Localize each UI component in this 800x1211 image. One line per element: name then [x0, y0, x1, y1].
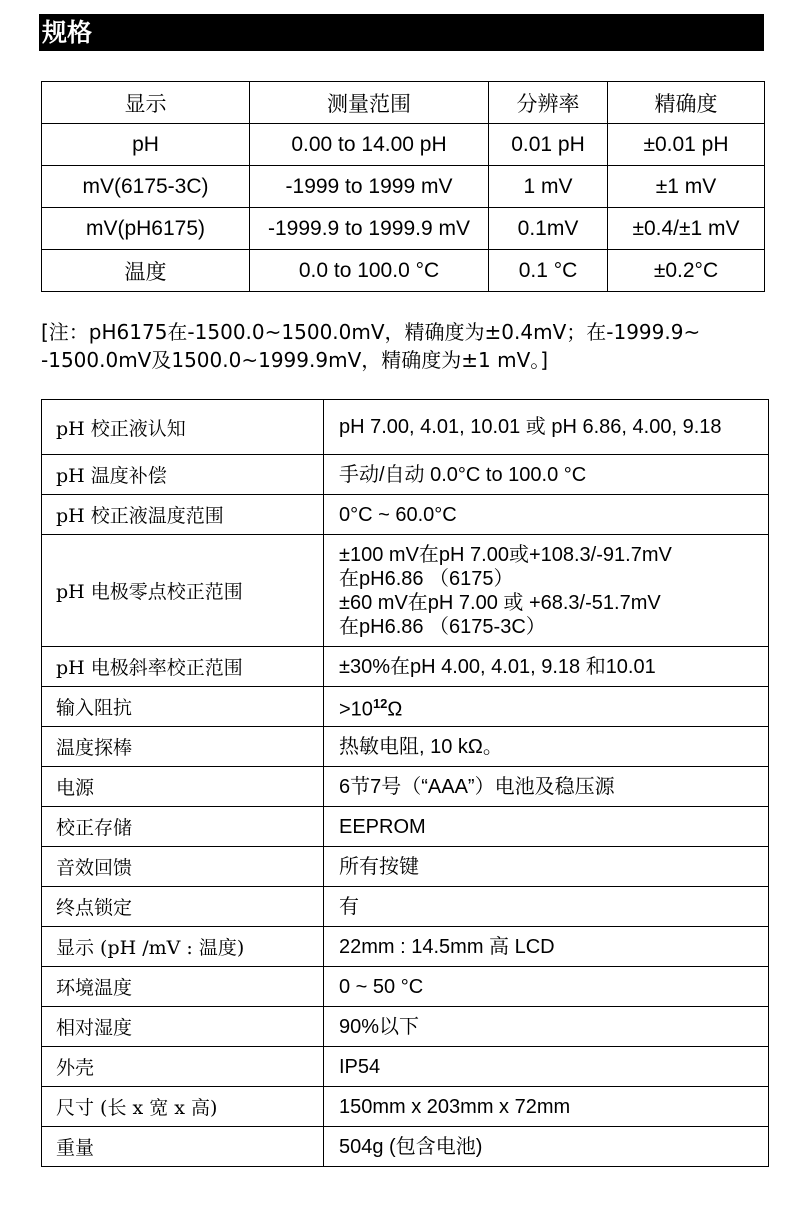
detail-key: pH 温度补偿	[42, 455, 324, 495]
detail-value: 所有按键	[324, 847, 769, 887]
detail-key: 输入阻抗	[42, 687, 324, 727]
detail-value: 有	[324, 887, 769, 927]
header-accuracy: 精确度	[608, 82, 765, 124]
section-title: 规格	[39, 14, 764, 51]
header-resolution: 分辨率	[489, 82, 608, 124]
detail-row	[42, 807, 769, 847]
spec-cell: ±0.4/±1 mV	[608, 208, 765, 250]
detail-row	[42, 455, 769, 495]
detail-row	[42, 1127, 769, 1167]
spec-cell: mV(6175-3C)	[42, 166, 250, 208]
detail-value: 0 ~ 50 °C	[324, 967, 769, 1007]
detail-key: pH 电极零点校正范围	[42, 535, 324, 647]
spec-cell: ±1 mV	[608, 166, 765, 208]
detail-value	[324, 535, 769, 647]
value-line: ±60 mV在pH 7.00 或 +68.3/-51.7mV	[339, 591, 661, 614]
spec-cell: 温度	[42, 250, 250, 292]
spec-cell: mV(pH6175)	[42, 208, 250, 250]
detail-value: 热敏电阻, 10 kΩ。	[324, 727, 769, 767]
spec-cell: 0.0 to 100.0 °C	[250, 250, 489, 292]
detail-key: 尺寸 (长 x 宽 x 高)	[42, 1087, 324, 1127]
note-line: -1500.0mV及1500.0~1999.9mV，精确度为±1 mV。]	[41, 348, 549, 372]
detail-row	[42, 535, 769, 647]
detail-key: 终点锁定	[42, 887, 324, 927]
detail-value: EEPROM	[324, 807, 769, 847]
impedance-base: >10	[339, 698, 373, 721]
detail-value: 22mm : 14.5mm 高 LCD	[324, 927, 769, 967]
detail-key: 音效回馈	[42, 847, 324, 887]
spec-row	[42, 208, 765, 250]
detail-row	[42, 727, 769, 767]
spec-header-row	[42, 82, 765, 124]
detail-key: 外壳	[42, 1047, 324, 1087]
detail-row	[42, 1087, 769, 1127]
detail-value: 504g (包含电池)	[324, 1127, 769, 1167]
spec-cell: 0.01 pH	[489, 124, 608, 166]
detail-key: 相对湿度	[42, 1007, 324, 1047]
detail-row	[42, 1047, 769, 1087]
detail-value	[324, 687, 769, 727]
value-line: ±100 mV在pH 7.00或+108.3/-91.7mV	[339, 543, 672, 566]
detail-row	[42, 887, 769, 927]
value-line: 在pH6.86 （6175）	[339, 567, 514, 590]
detail-row	[42, 400, 769, 455]
impedance-exponent: 12	[372, 695, 388, 711]
detail-value: pH 7.00, 4.01, 10.01 或 pH 6.86, 4.00, 9.18	[324, 400, 769, 455]
spec-cell: ±0.01 pH	[608, 124, 765, 166]
detail-key: pH 电极斜率校正范围	[42, 647, 324, 687]
detail-key: 校正存储	[42, 807, 324, 847]
header-display: 显示	[42, 82, 250, 124]
detail-row	[42, 767, 769, 807]
detail-value: ±30%在pH 4.00, 4.01, 9.18 和10.01	[324, 647, 769, 687]
detail-key: pH 校正液温度范围	[42, 495, 324, 535]
detail-row	[42, 1007, 769, 1047]
value-line: 在pH6.86 （6175-3C）	[339, 615, 546, 638]
detail-row	[42, 967, 769, 1007]
spec-cell: 0.1mV	[489, 208, 608, 250]
spec-row	[42, 250, 765, 292]
detail-value: 6节7号（“AAA”）电池及稳压源	[324, 767, 769, 807]
detail-value: 150mm x 203mm x 72mm	[324, 1087, 769, 1127]
detail-value: 0°C ~ 60.0°C	[324, 495, 769, 535]
spec-cell: pH	[42, 124, 250, 166]
detail-key: 重量	[42, 1127, 324, 1167]
detail-table	[41, 399, 769, 1167]
detail-key: pH 校正液认知	[42, 400, 324, 455]
note-line: [注：pH6175在-1500.0~1500.0mV，精确度为±0.4mV；在-1999.9~	[41, 320, 701, 344]
spec-table	[41, 81, 765, 292]
detail-row	[42, 927, 769, 967]
detail-value: 90%以下	[324, 1007, 769, 1047]
spec-cell: -1999 to 1999 mV	[250, 166, 489, 208]
detail-value: 手动/自动 0.0°C to 100.0 °C	[324, 455, 769, 495]
accuracy-note	[41, 318, 766, 374]
detail-value: IP54	[324, 1047, 769, 1087]
detail-key: 显示 (pH /mV : 温度)	[42, 927, 324, 967]
spec-row	[42, 166, 765, 208]
spec-cell: ±0.2°C	[608, 250, 765, 292]
detail-row	[42, 847, 769, 887]
spec-cell: 1 mV	[489, 166, 608, 208]
spec-cell: 0.1 °C	[489, 250, 608, 292]
spec-cell: -1999.9 to 1999.9 mV	[250, 208, 489, 250]
detail-key: 环境温度	[42, 967, 324, 1007]
detail-key: 电源	[42, 767, 324, 807]
header-range: 测量范围	[250, 82, 489, 124]
impedance-unit: Ω	[387, 698, 403, 721]
spec-row	[42, 124, 765, 166]
detail-row	[42, 495, 769, 535]
spec-cell: 0.00 to 14.00 pH	[250, 124, 489, 166]
detail-key: 温度探棒	[42, 727, 324, 767]
detail-row	[42, 687, 769, 727]
detail-row	[42, 647, 769, 687]
